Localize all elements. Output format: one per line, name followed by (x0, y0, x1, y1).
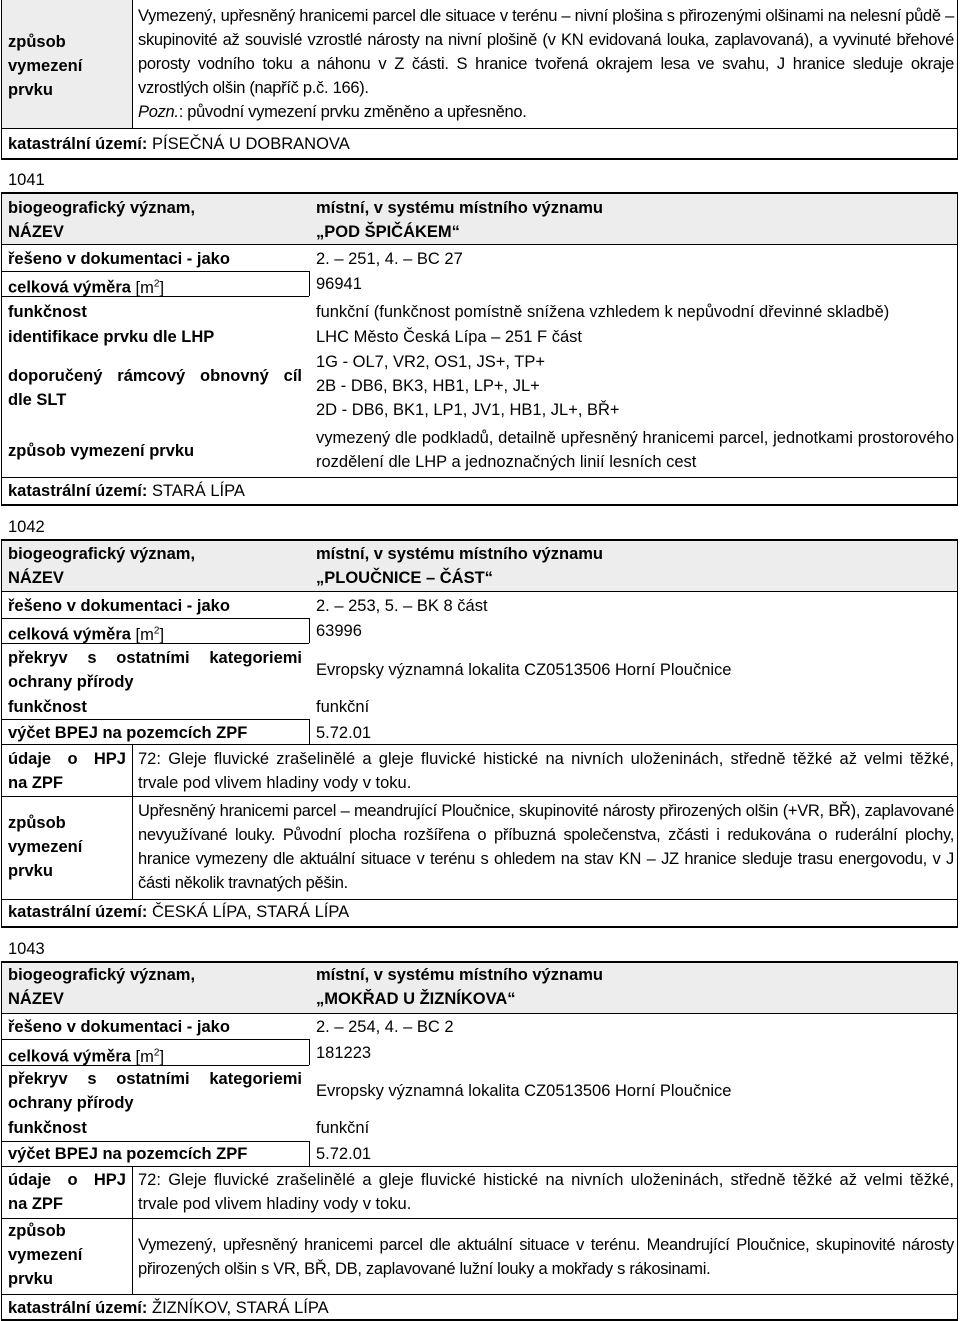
row-sep (1, 1039, 309, 1040)
item-1041-vymera-label: celková výměra $[m^2]$ (8, 278, 165, 297)
item-1043-zpusob-label: způsob vymezení prvku (8, 1222, 83, 1288)
row-sep (1, 719, 309, 720)
item-1043-right-border (957, 961, 958, 1321)
item-1041-katastr: katastrální území: STARÁ LÍPA (8, 482, 245, 500)
col-sep (132, 744, 133, 900)
intro-katastr: katastrální území: PÍSEČNÁ U DOBRANOVA (8, 135, 350, 153)
item-1042-zpusob-label: způsob vymezení prvku (8, 814, 83, 880)
intro-zpusob-label: způsob vymezení prvku (8, 33, 83, 99)
intro-separator (1, 128, 958, 129)
item-1043-hpj-label: údaje o HPJ na ZPF (8, 1171, 126, 1213)
intro-right-border (957, 0, 958, 159)
row-sep (1, 796, 958, 797)
item-1043-reseno-label: řešeno v dokumentaci - jako (8, 1018, 230, 1036)
item-1041-funkcnost-label: funkčnost (8, 303, 87, 321)
item-1042-right-border (957, 539, 958, 927)
item-1043-prekryv-label: překryv s ostatními kategoriemi ochrany přírody (8, 1070, 302, 1112)
item-1043-hpj-value: 72: Gleje fluvické zrašelinělé a gleje fluvické histické na nivních uloženinách, středně těžké až velmi těžké, trvale pod vlivem hladiny vody v toku. (138, 1171, 954, 1213)
row-sep (1, 1218, 958, 1219)
row-sep (1, 477, 958, 478)
col-sep (309, 1141, 310, 1166)
item-1041-right-border (957, 192, 958, 505)
item-1042-reseno-value: 2. – 253, 5. – BK 8 část (316, 597, 488, 615)
row-sep (1, 244, 958, 245)
row-sep (1, 1065, 309, 1066)
item-1042-bpej-label: výčet BPEJ na pozemcích ZPF (8, 724, 248, 742)
item-1042-funkcnost-label: funkčnost (8, 698, 87, 716)
item-1041-bottom-border (1, 504, 958, 506)
intro-divider (132, 0, 133, 128)
item-1043-funkcnost-label: funkčnost (8, 1119, 87, 1137)
item-1043-reseno-value: 2. – 254, 4. – BC 2 (316, 1018, 454, 1036)
item-1042-hpj-value: 72: Gleje fluvické zrašelinělé a gleje fluvické histické na nivních uloženinách, středně těžké až velmi těžké, trvale pod vlivem hladiny vody v toku. (138, 750, 954, 792)
intro-bottom-border (1, 158, 958, 160)
row-sep (1, 643, 309, 644)
item-id-1041: 1041 (8, 171, 45, 189)
item-1041-reseno-value: 2. – 251, 4. – BC 27 (316, 250, 463, 268)
item-1043-bpej-value: 5.72.01 (316, 1145, 372, 1163)
item-1042-hpj-label: údaje o HPJ na ZPF (8, 750, 126, 792)
item-1043-funkcnost-value: funkční (316, 1119, 370, 1137)
row-sep (1, 1013, 958, 1014)
col-sep (309, 271, 310, 296)
intro-note-text: : původní vymezení prvku změněno a upřesněno. (178, 103, 527, 121)
item-1041-funkcnost-value: funkční (funkčnost pomístně snížena vzhledem k nepůvodní dřevinné skladbě) (316, 303, 890, 321)
col-sep (309, 719, 310, 744)
item-id-1042: 1042 (8, 518, 45, 536)
col-sep (309, 1039, 310, 1065)
item-1043-prekryv-value: Evropsky významná lokalita CZ0513506 Horní Ploučnice (316, 1082, 732, 1100)
item-1041-vymera-value: 96941 (316, 275, 362, 293)
row-sep (1, 1294, 958, 1295)
item-1043-vymera-value: 181223 (316, 1044, 372, 1062)
item-1043-vymera-label: celková výměra $[m^2]$ (8, 1047, 165, 1066)
row-sep (1, 744, 958, 745)
item-1043-bio-value: místní, v systému místního významu „MOKŘAD U ŽIZNÍKOVA“ (316, 966, 603, 1008)
item-1042-funkcnost-value: funkční (316, 698, 370, 716)
item-id-1043: 1043 (8, 940, 45, 958)
item-1042-bottom-border (1, 926, 958, 928)
item-1042-bpej-value: 5.72.01 (316, 724, 372, 742)
row-sep (1, 1166, 958, 1167)
item-1042-zpusob-value: Upřesněný hranicemi parcel – meandrující Ploučnice, skupinovité nárosty přirozených olšin (+VR, BŘ), zaplavované nevyužívané louky. Původní plocha rozšířena o příbuzná společenstva, zčásti i redukována o ruderální plochy, hranice vymezeny dle aktuální situace v terénu s ohledem na stav KN – JZ hranice sleduje trasu energovodu, v J části několik travnatých pěšin. (138, 802, 954, 892)
item-1041-bio-label: biogeografický význam, NÁZEV (8, 199, 196, 241)
item-1043-zpusob-value: Vymezený, upřesněný hranicemi parcel dle aktuální situace v terénu. Meandrující Ploučnice, skupinovité nárosty přirozených olšin s VR, BŘ, DB, zaplavované lužní louky a mokřady s rákosinami. (138, 1236, 954, 1278)
item-1042-reseno-label: řešeno v dokumentaci - jako (8, 597, 230, 615)
col-sep (132, 1166, 133, 1294)
col-sep (309, 618, 310, 643)
item-1041-slt-label: doporučený rámcový obnovný cíl dle SLT (8, 367, 302, 409)
item-1041-slt-values: 1G - OL7, VR2, OS1, JS+, TP+ 2B - DB6, BK3, HB1, LP+, JL+ 2D - DB6, BK1, LP1, JV1, HB1, JL+, BŘ+ (316, 353, 620, 419)
item-1041-bio-value: místní, v systému místního významu „POD ŠPIČÁKEM“ (316, 199, 603, 241)
item-1043-katastr: katastrální území: ŽIZNÍKOV, STARÁ LÍPA (8, 1299, 329, 1317)
item-1043-bio-label: biogeografický význam, NÁZEV (8, 966, 196, 1008)
item-1042-katastr: katastrální území: ČESKÁ LÍPA, STARÁ LÍPA (8, 903, 350, 921)
item-1042-vymera-label: celková výměra $[m^2]$ (8, 625, 165, 644)
item-1043-bpej-label: výčet BPEJ na pozemcích ZPF (8, 1145, 248, 1163)
item-1041-zpusob-value: vymezený dle podkladů, detailně upřesněný hranicemi parcel, jednotkami prostorového rozdělení dle LHP a jednoznačných linií lesních cest (316, 429, 954, 471)
item-1042-left-border (1, 539, 2, 927)
item-1042-vymera-value: 63996 (316, 622, 362, 640)
item-1042-bio-value: místní, v systému místního významu „PLOUČNICE – ČÁST“ (316, 545, 603, 587)
item-1041-lhp-label: identifikace prvku dle LHP (8, 328, 215, 346)
item-1041-lhp-value: LHC Město Česká Lípa – 251 F část (316, 328, 582, 346)
item-1042-prekryv-value: Evropsky významná lokalita CZ0513506 Horní Ploučnice (316, 661, 732, 679)
row-sep (1, 296, 309, 297)
item-1042-bio-label: biogeografický význam, NÁZEV (8, 545, 196, 587)
intro-note-prefix: Pozn. (138, 103, 179, 121)
item-1041-zpusob-label: způsob vymezení prvku (8, 442, 195, 460)
intro-description: Vymezený, upřesněný hranicemi parcel dle situace v terénu – nivní plošina s přirozenými olšinami na nelesní půdě – skupinovité až souvislé vzrostlé nárosty na nivní plošině (v KN evidovaná louka, zaplavovaná), a vyvinuté břehové porosty vodního toku a náhonu v Z části. S hranice tvořená okrajem lesa ve svahu, J hranice sleduje okraje vzrostlých olšin (napříč p.č. 166). Pozn.: původní vymezení prvku změněno a upřesněno. (138, 7, 954, 121)
item-1041-reseno-label: řešeno v dokumentaci - jako (8, 250, 230, 268)
intro-left-border (1, 0, 2, 159)
row-sep (1, 591, 958, 592)
item-1042-prekryv-label: překryv s ostatními kategoriemi ochrany přírody (8, 649, 302, 691)
